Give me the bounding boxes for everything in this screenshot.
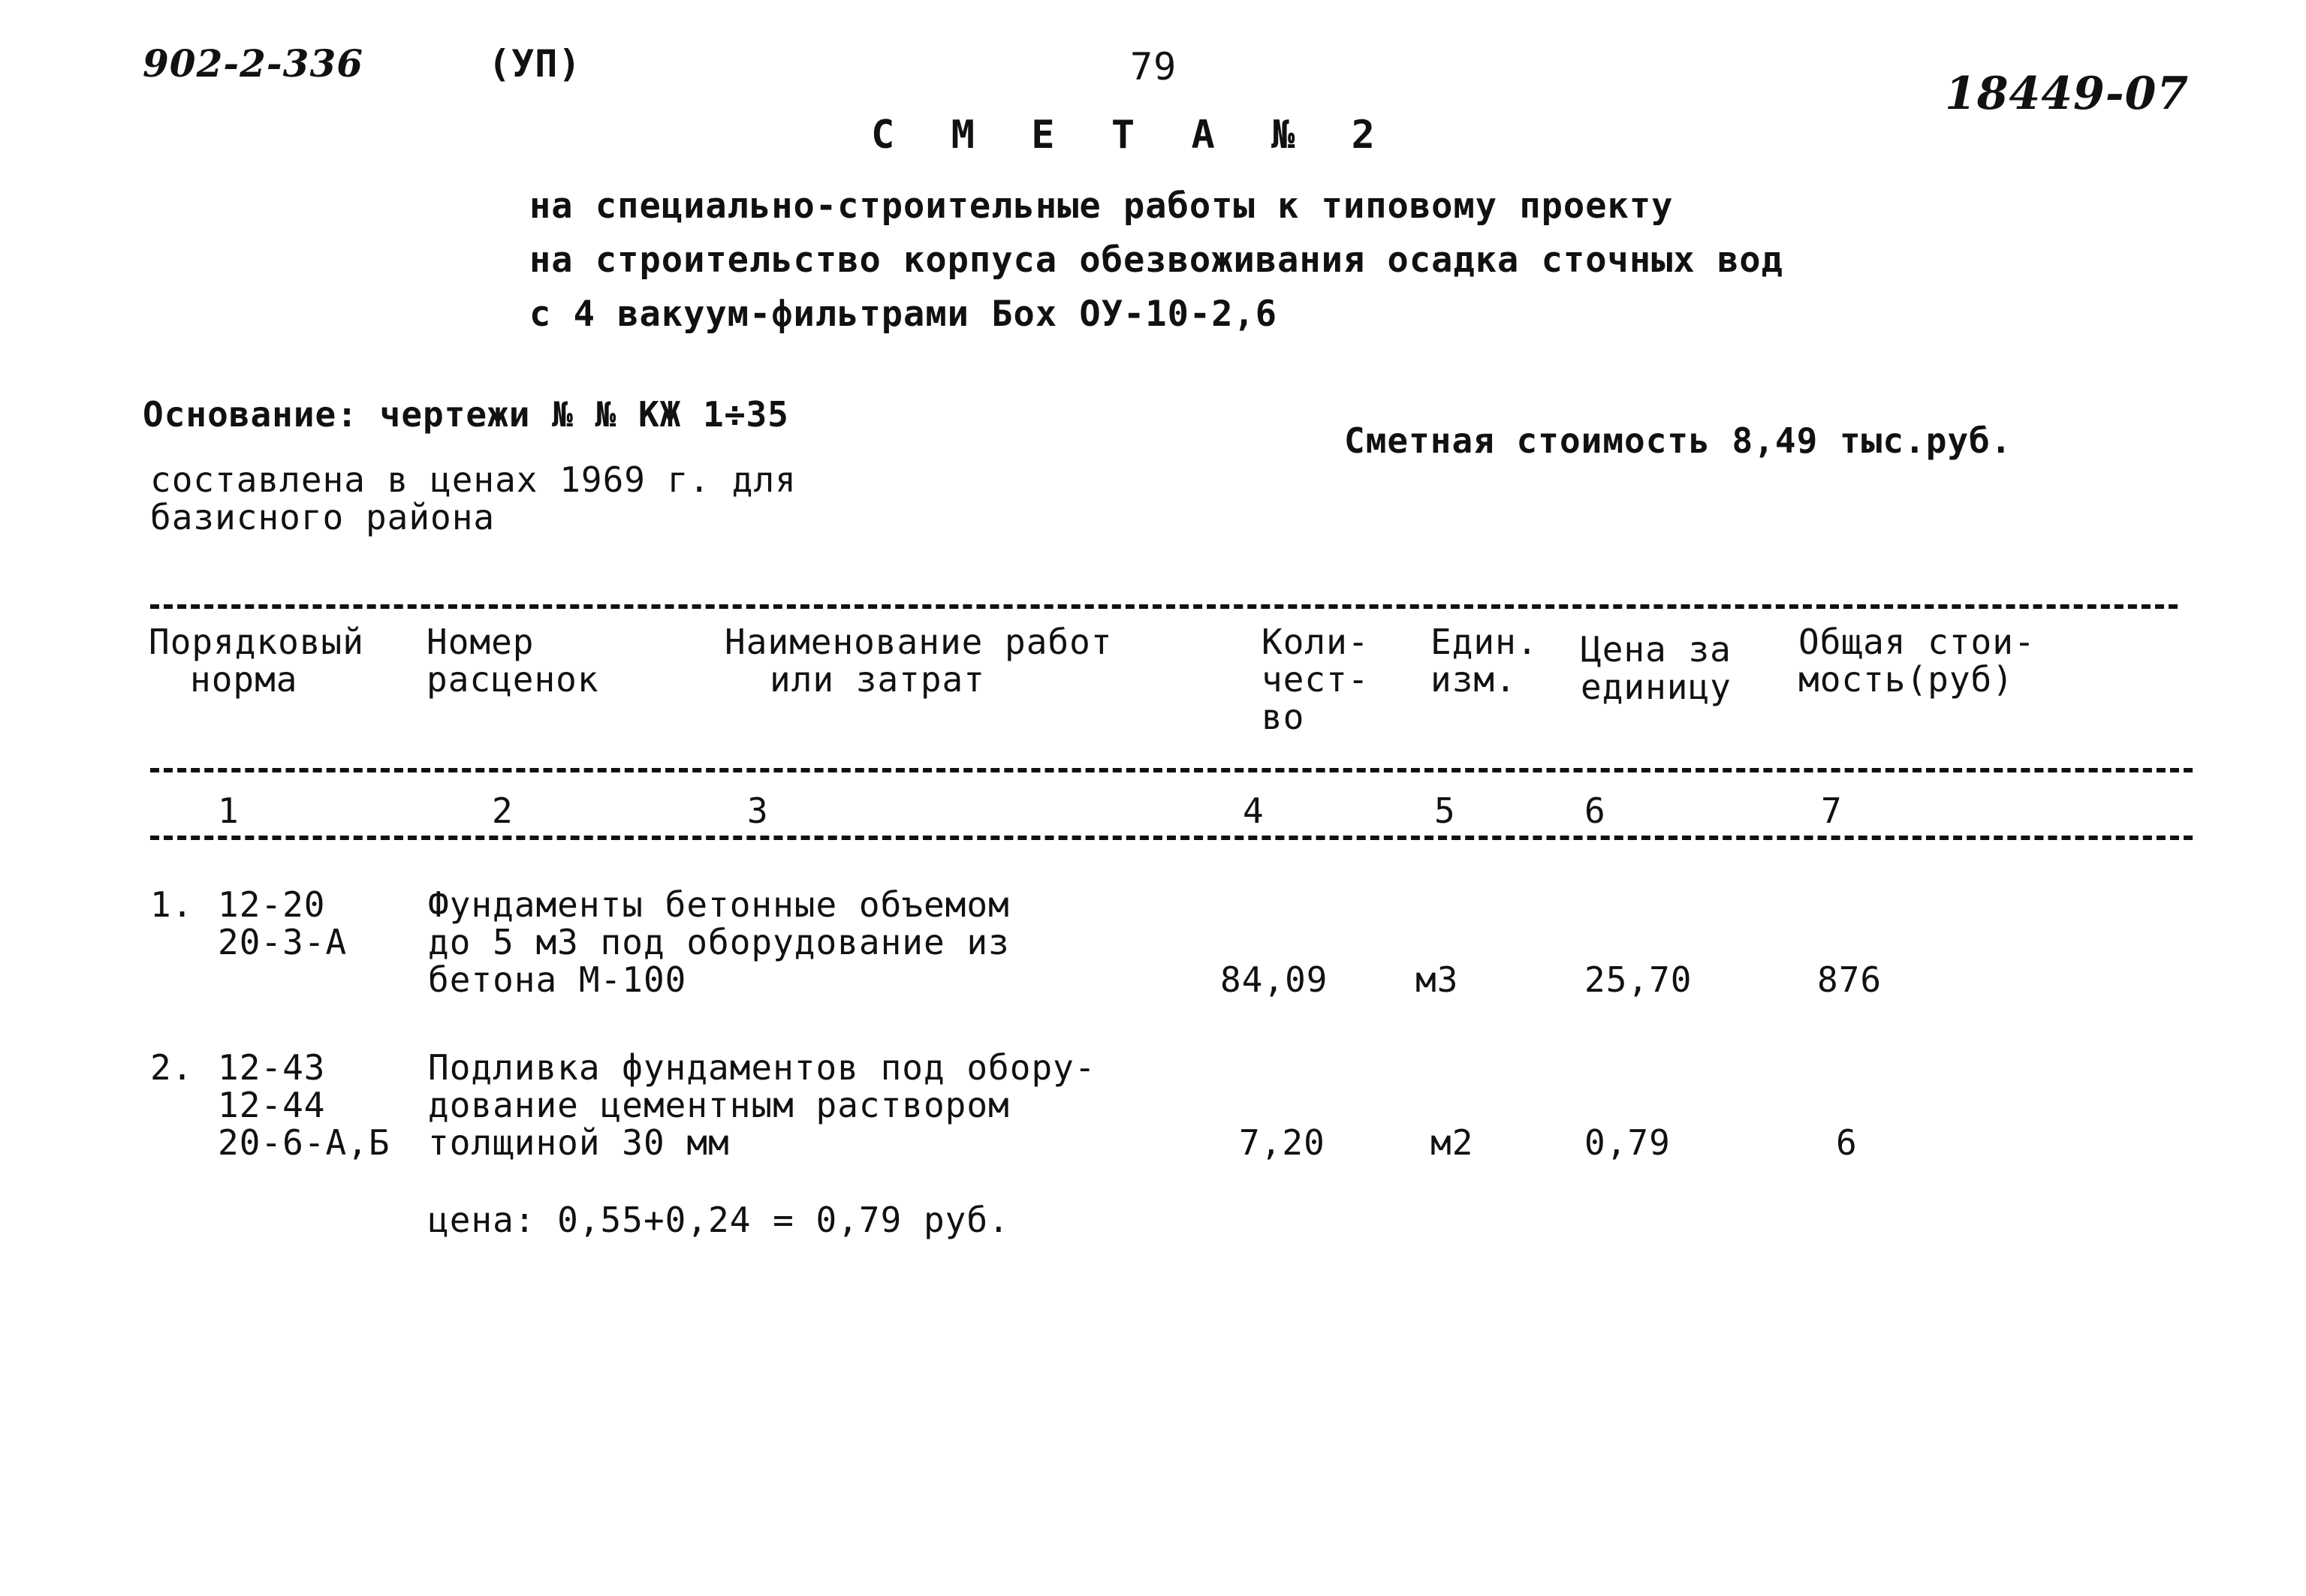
inventory-number: 18449-07 xyxy=(1945,68,2190,120)
prices-line-2: базисного района xyxy=(150,497,496,538)
header-col-1: Порядковый норма xyxy=(149,622,364,700)
row-2-name: Подливка фундаментов под обору- дование цементным раствором толщиной 30 мм xyxy=(428,1047,1096,1163)
prices-line-1: составлена в ценах 1969 г. для xyxy=(150,459,797,500)
column-number-7: 7 xyxy=(1821,790,1843,831)
row-1-codes: 12-20 20-3-А xyxy=(218,884,348,962)
column-number-3: 3 xyxy=(747,790,769,831)
album-label: (УП) xyxy=(488,42,582,86)
column-number-5: 5 xyxy=(1434,790,1456,831)
row-2-number: 2. xyxy=(150,1047,194,1088)
row-2-quantity: 7,20 xyxy=(1239,1122,1325,1163)
row-1-unit: м3 xyxy=(1415,959,1459,1000)
row-2-total: 6 xyxy=(1836,1122,1858,1163)
row-1-name: Фундаменты бетонные объемом до 5 м3 под оборудование из бетона М-100 xyxy=(428,884,1010,1000)
header-col-6: Цена за единицу xyxy=(1581,629,1732,707)
row-2-codes: 12-43 12-44 20-6-А,Б xyxy=(218,1047,390,1163)
column-number-4: 4 xyxy=(1243,790,1265,831)
table-top-rule xyxy=(150,604,2178,609)
title-line-2: на строительство корпуса обезвоживания осадка сточных вод xyxy=(529,239,1783,281)
column-number-rule xyxy=(150,836,2193,840)
row-2-price: 0,79 xyxy=(1584,1122,1671,1163)
header-col-7: Общая стои- мость(руб) xyxy=(1798,622,2036,700)
title-line-3: с 4 вакуум-фильтрами Бох ОУ-10-2,6 xyxy=(529,294,1278,335)
title-line-1: на специально-строительные работы к типовому проекту xyxy=(529,185,1674,227)
document-title: С М Е Т А № 2 xyxy=(871,113,1391,158)
row-1-quantity: 84,09 xyxy=(1220,959,1328,1000)
table-header-rule xyxy=(150,768,2193,772)
price-note: цена: 0,55+0,24 = 0,79 руб. xyxy=(428,1200,1010,1240)
column-number-2: 2 xyxy=(492,790,514,831)
basis-drawings: Основание: чертежи № № КЖ 1÷35 xyxy=(143,394,789,435)
header-col-2: Номер расценок xyxy=(427,622,599,700)
estimated-cost: Сметная стоимость 8,49 тыс.руб. xyxy=(1344,420,2012,461)
row-1-price: 25,70 xyxy=(1584,959,1693,1000)
header-col-4: Коли- чест- во xyxy=(1262,622,1370,737)
row-1-total: 876 xyxy=(1817,959,1882,1000)
column-number-1: 1 xyxy=(218,790,240,831)
series-code: 902-2-336 xyxy=(143,41,364,86)
header-col-3: Наименование работ или затрат xyxy=(725,622,1113,700)
row-1-number: 1. xyxy=(150,884,194,925)
header-col-5: Един. изм. xyxy=(1430,622,1539,700)
row-2-unit: м2 xyxy=(1430,1122,1474,1163)
page-number: 79 xyxy=(1130,45,1177,89)
column-number-6: 6 xyxy=(1584,790,1606,831)
